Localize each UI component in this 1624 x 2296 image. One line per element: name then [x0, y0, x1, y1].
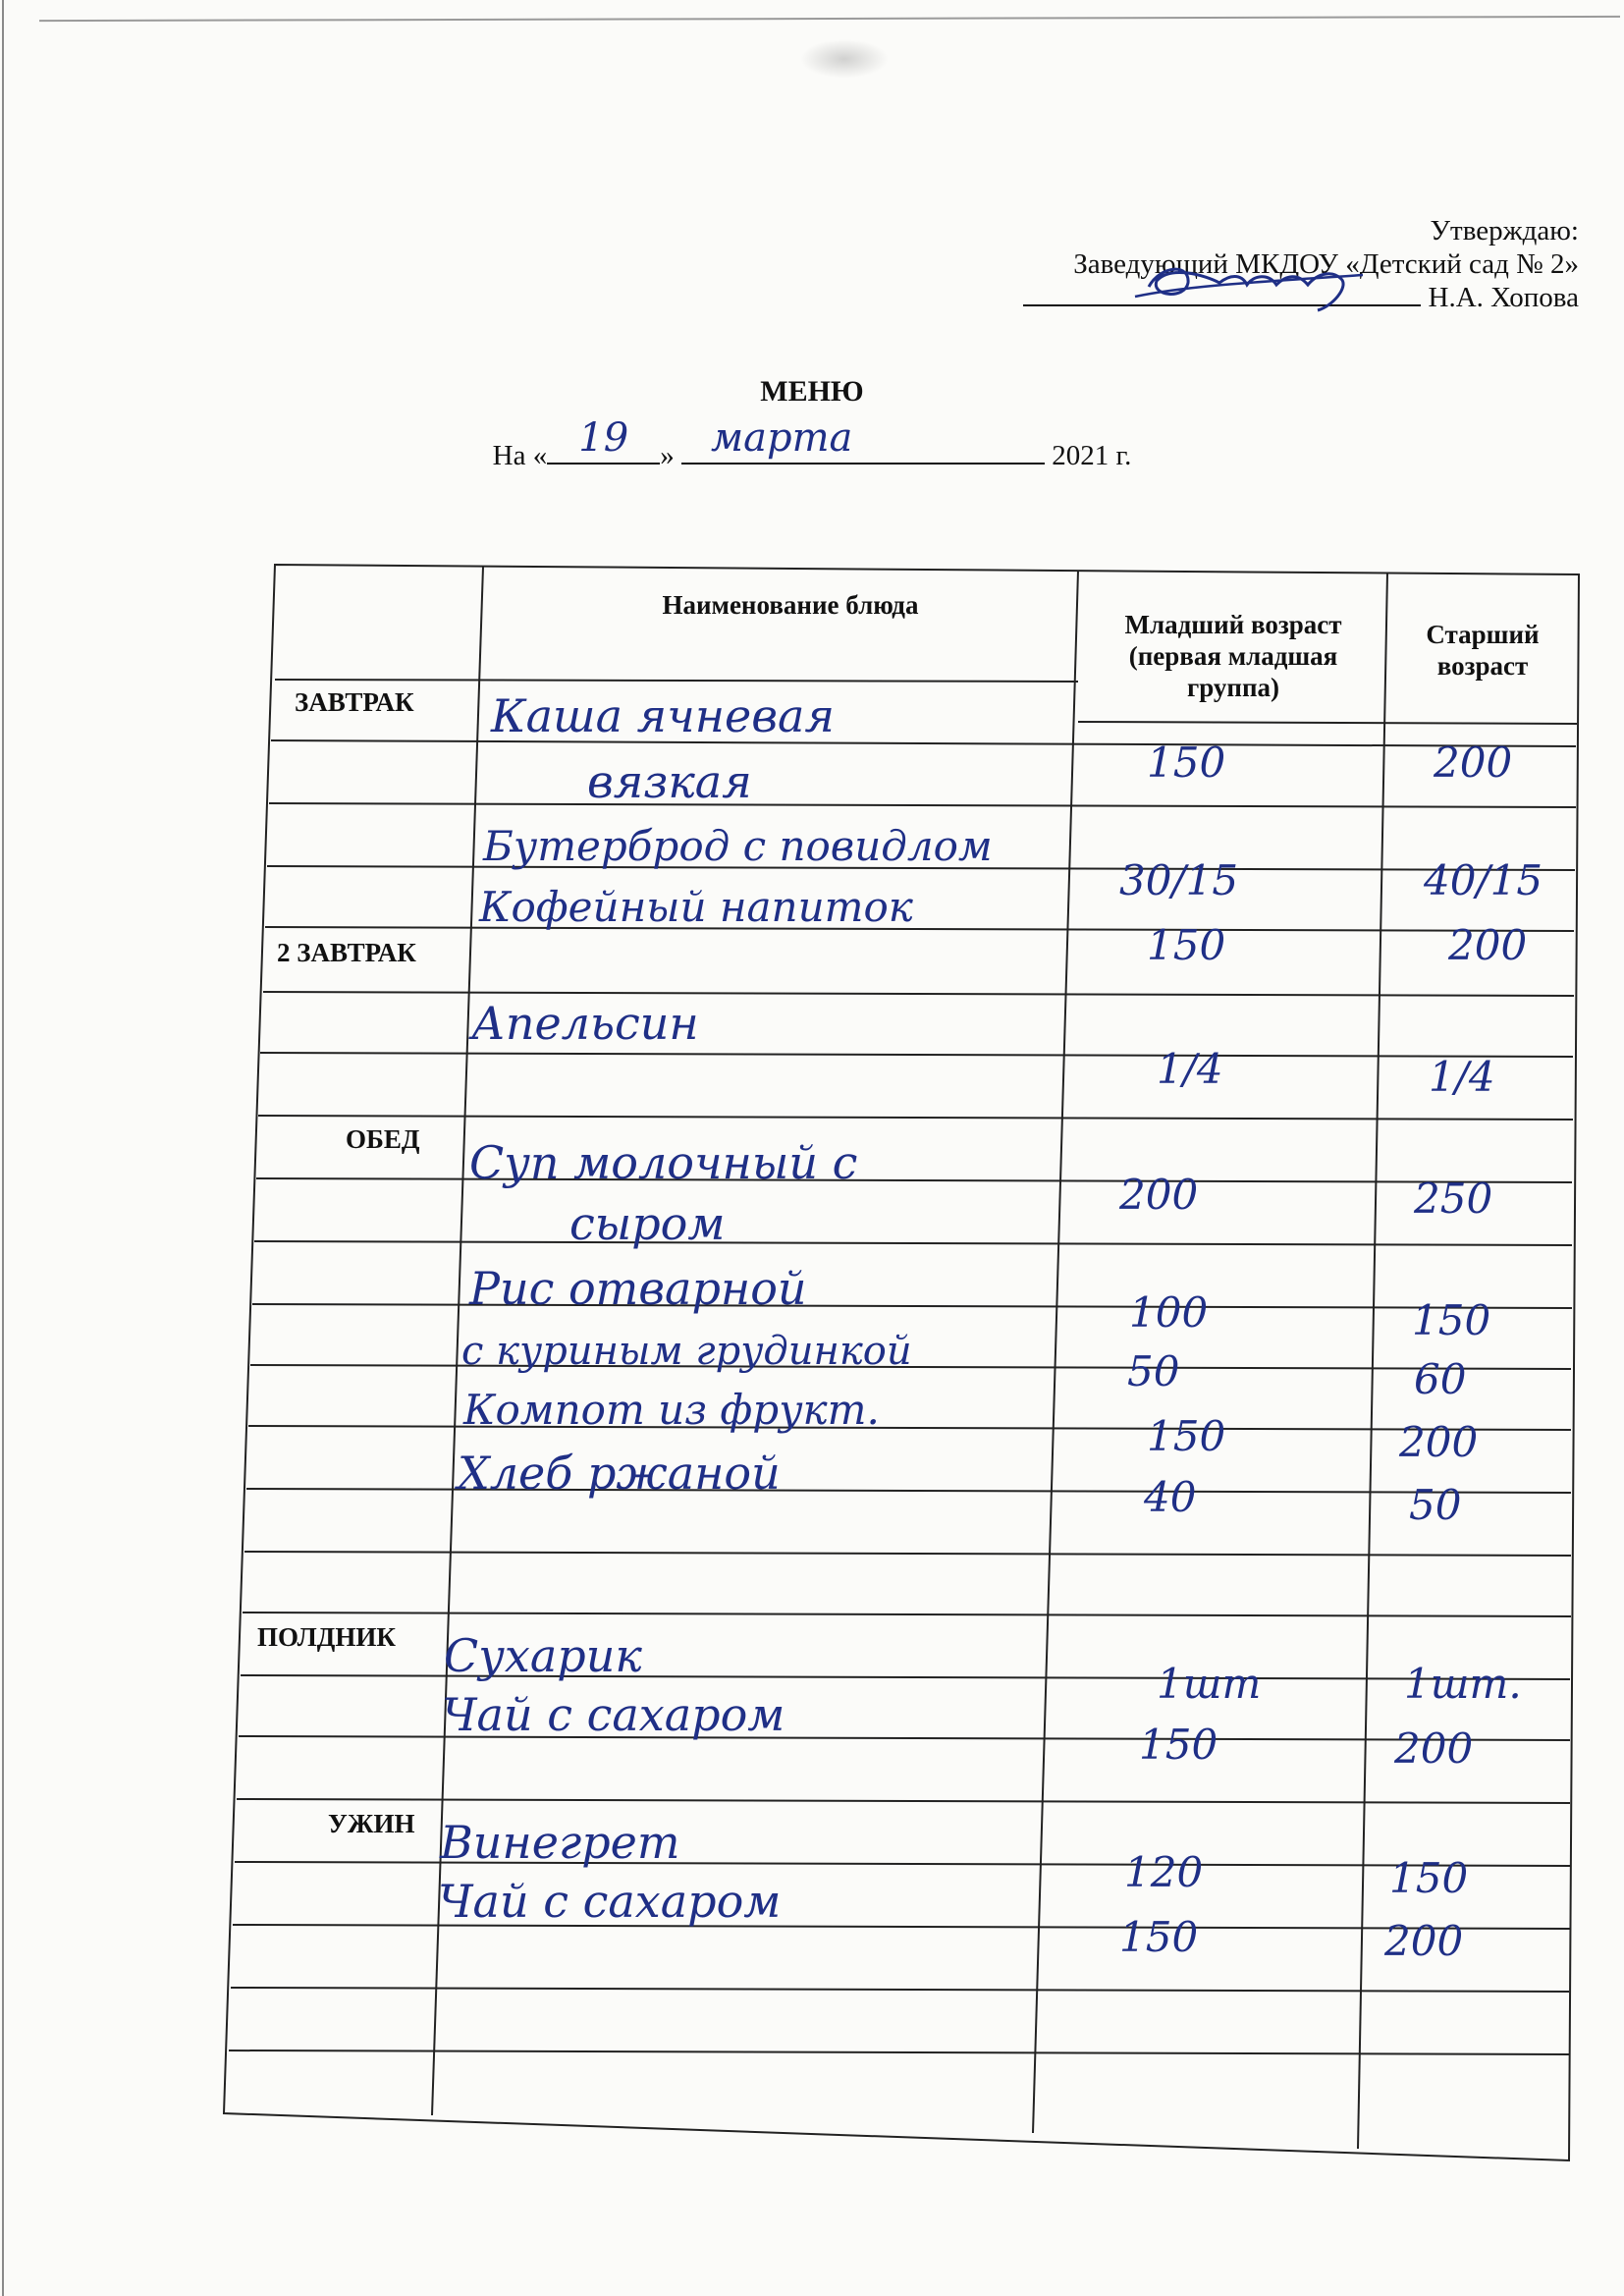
portion-young: 30/15 [1119, 856, 1239, 904]
portion-old: 1шт. [1404, 1660, 1522, 1708]
dish-name: Чай с сахаром [442, 1688, 785, 1741]
page-title: МЕНЮ [760, 375, 864, 408]
portion-old: 50 [1409, 1481, 1462, 1529]
dish-name: Хлеб ржаной [458, 1447, 781, 1500]
date-quote-close: » [660, 440, 675, 471]
meal-lunch: ОБЕД [346, 1124, 420, 1154]
date-day: 19 [578, 415, 629, 461]
portion-old: 200 [1448, 921, 1528, 969]
portion-old: 250 [1414, 1175, 1493, 1223]
portion-old: 200 [1434, 738, 1513, 787]
dish-name: Бутерброд с повидлом [483, 822, 993, 870]
dish-name: Компот из фрукт. [463, 1386, 880, 1434]
dish-name: Сухарик [444, 1629, 642, 1682]
dish-name: сыром [569, 1197, 726, 1250]
dish-name: Винегрет [440, 1816, 680, 1869]
header-dish-name: Наименование блюда [662, 590, 919, 620]
portion-young: 150 [1139, 1721, 1218, 1769]
meal-second-breakfast: 2 ЗАВТРАК [277, 938, 416, 967]
date-month: марта [710, 415, 853, 461]
header-young-age: Младший возраст (первая младшая группа) [1124, 610, 1342, 702]
portion-young: 150 [1147, 738, 1226, 787]
portion-young: 1/4 [1157, 1045, 1223, 1093]
dish-name: Чай с сахаром [438, 1875, 782, 1928]
meal-breakfast: ЗАВТРАК [295, 687, 414, 717]
portion-young: 100 [1129, 1288, 1209, 1337]
approval-position: Заведующий МКДОУ «Детский сад № 2» [1073, 248, 1579, 280]
dish-name: Рис отварной [469, 1262, 807, 1315]
approval-heading: Утверждаю: [1430, 215, 1579, 246]
portion-old: 60 [1414, 1355, 1467, 1403]
portion-old: 200 [1384, 1917, 1464, 1965]
meal-dinner: УЖИН [328, 1809, 415, 1838]
portion-old: 150 [1412, 1296, 1491, 1344]
portion-old: 1/4 [1429, 1053, 1495, 1101]
portion-young: 150 [1119, 1913, 1199, 1961]
portion-young: 1шт [1157, 1660, 1262, 1708]
portion-old: 150 [1389, 1854, 1469, 1902]
date-prefix: На « [492, 440, 548, 471]
dish-name: Кофейный напиток [479, 883, 913, 931]
approval-name: Н.А. Хопова [1428, 282, 1579, 313]
meal-afternoon-snack: ПОЛДНИК [257, 1622, 396, 1652]
header-old-age: Старший возраст [1426, 620, 1540, 681]
date-year: 2021 г. [1052, 440, 1132, 471]
portion-young: 50 [1127, 1347, 1180, 1395]
portion-young: 200 [1119, 1171, 1199, 1219]
dish-name: Апельсин [471, 997, 699, 1050]
dish-name: вязкая [587, 755, 752, 808]
portion-old: 200 [1399, 1418, 1479, 1466]
portion-old: 200 [1394, 1724, 1474, 1773]
dish-name: Суп молочный с [469, 1136, 858, 1189]
dish-name: Каша ячневая [491, 689, 835, 742]
portion-young: 120 [1124, 1848, 1204, 1896]
dish-name: с куриным грудинкой [461, 1329, 912, 1374]
portion-young: 40 [1144, 1473, 1197, 1521]
portion-young: 150 [1147, 1412, 1226, 1460]
portion-old: 40/15 [1424, 856, 1543, 904]
portion-young: 150 [1147, 921, 1226, 969]
